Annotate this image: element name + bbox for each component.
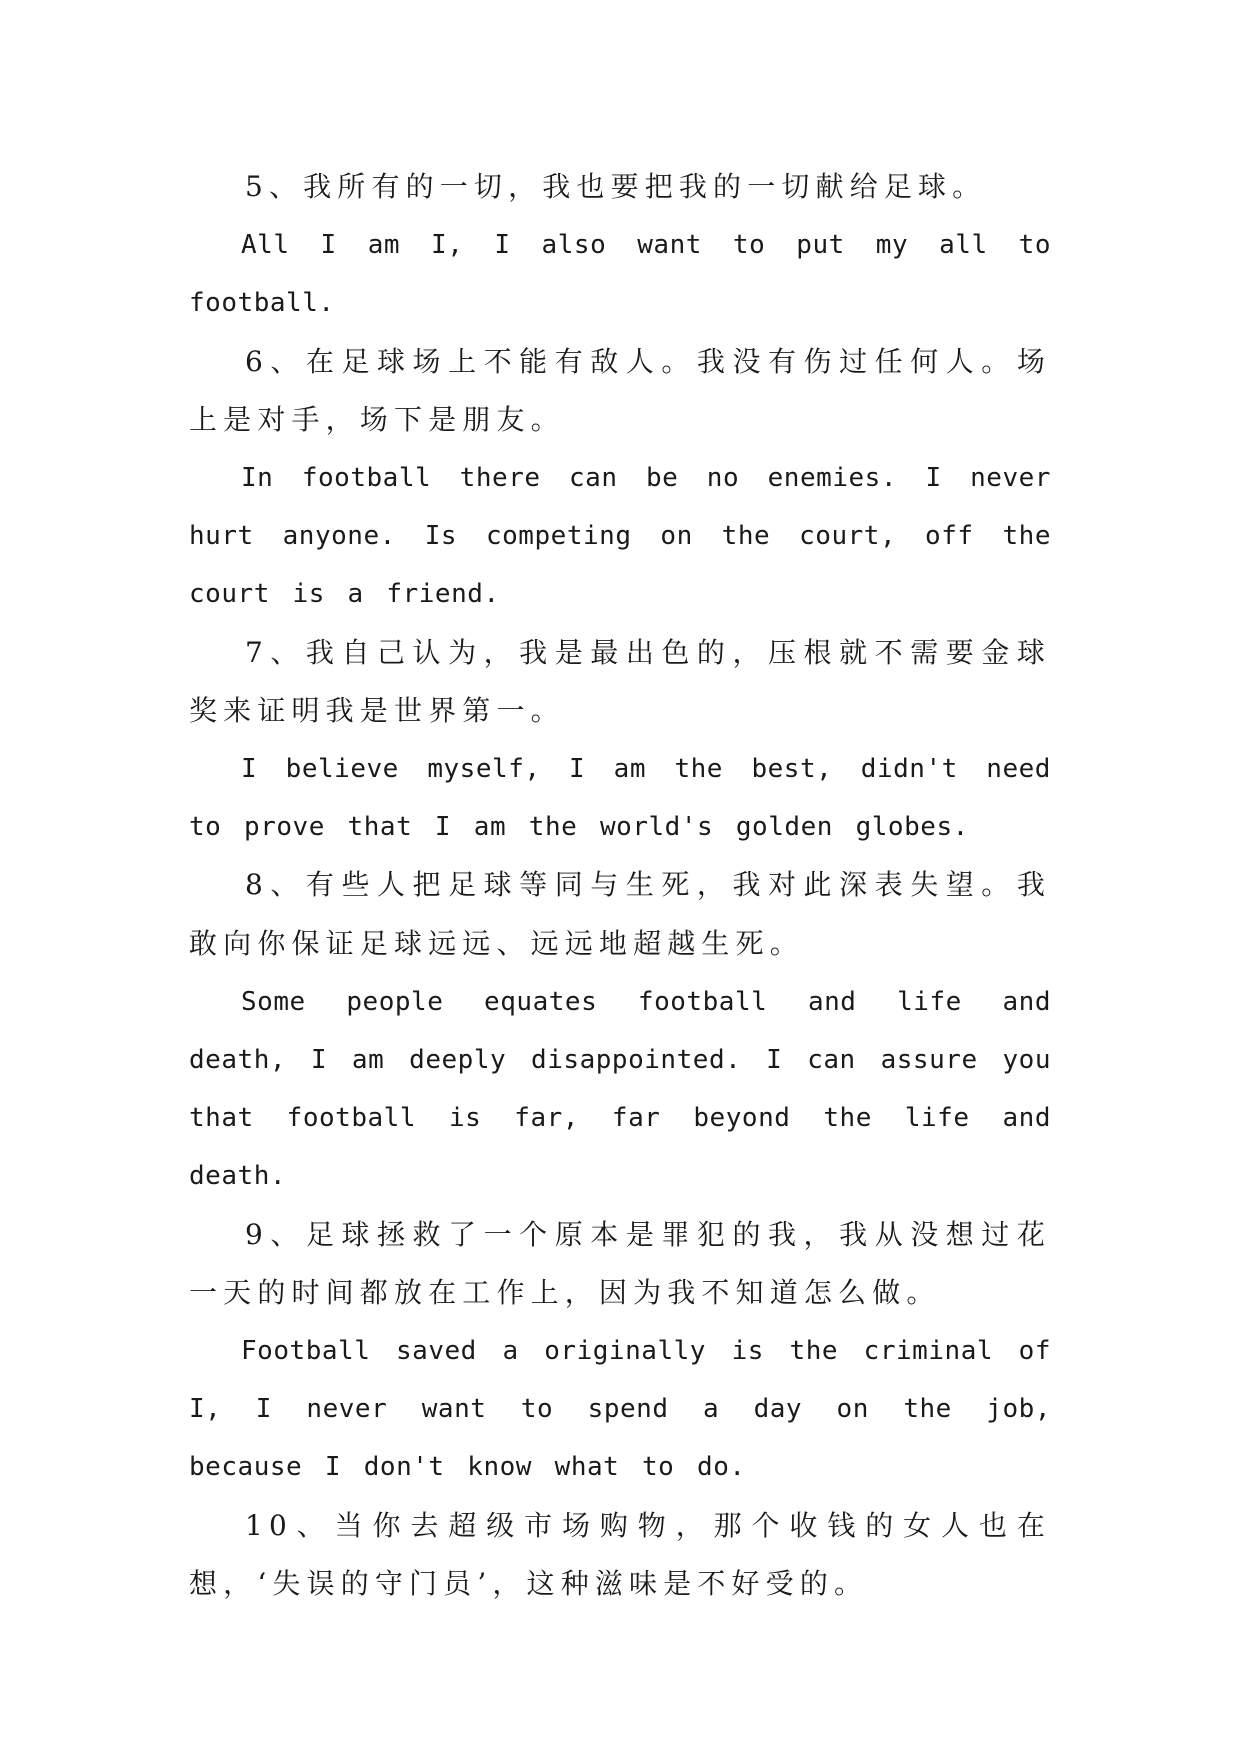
- quote-7-chinese: 7、我自己认为，我是最出色的，压根就不需要金球奖来证明我是世界第一。: [189, 635, 1051, 727]
- quote-6-english: In football there can be no enemies. I never hurt anyone. Is competing on the court, off the court is a friend.: [189, 463, 1051, 610]
- quote-6-chinese: 6、在足球场上不能有敌人。我没有伤过任何人。场上是对手，场下是朋友。: [189, 344, 1051, 436]
- quote-8-english: Some people equates football and life and death, I am deeply disappointed. I can assure you that football is far, far beyond the life and death.: [189, 986, 1051, 1192]
- quote-5-english: All I am I, I also want to put my all to football.: [189, 230, 1051, 319]
- document-body: [189, 158, 1051, 1613]
- quote-9-english: Football saved a originally is the criminal of I, I never want to spend a day on the job, because I don't know what to do.: [189, 1336, 1051, 1483]
- quote-8-chinese: 8、有些人把足球等同与生死，我对此深表失望。我敢向你保证足球远远、远远地超越生死。: [189, 868, 1051, 960]
- quote-10-chinese: 10、当你去超级市场购物，那个收钱的女人也在想，‘失误的守门员’，这种滋味是不好受的。: [189, 1508, 1051, 1600]
- quote-9-chinese: 9、足球拯救了一个原本是罪犯的我，我从没想过花一天的时间都放在工作上，因为我不知道怎么做。: [189, 1217, 1051, 1309]
- quote-7-english: I believe myself, I am the best, didn't need to prove that I am the world's golden globes.: [189, 754, 1051, 843]
- quote-5-chinese: 5、我所有的一切，我也要把我的一切献给足球。: [245, 170, 987, 203]
